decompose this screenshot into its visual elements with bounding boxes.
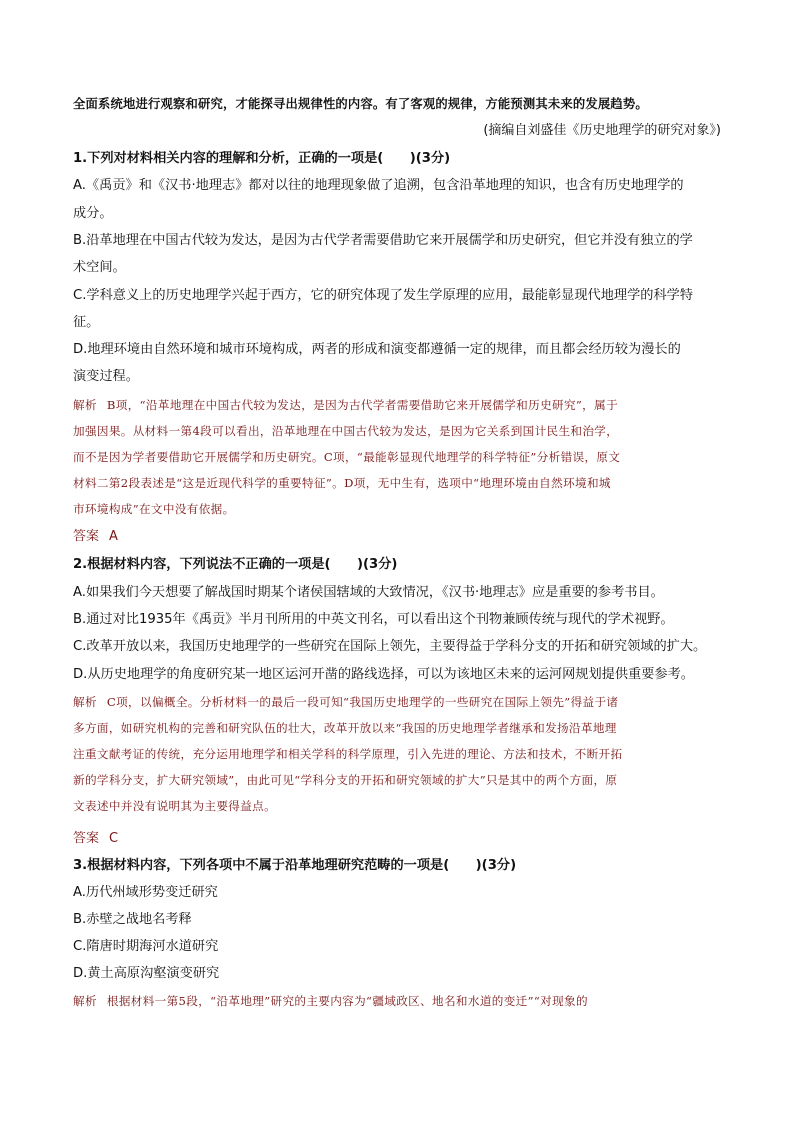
q1-option-c: C.学科意义上的历史地理学兴起于西方，它的研究体现了发生学原理的应用，最能彰显现代地理学的科学特: [73, 288, 694, 303]
q2-answer: [73, 829, 118, 849]
explanation-label: 解析: [73, 994, 97, 1008]
q1-option-b-cont: 术空间。: [73, 260, 126, 275]
q3-option-a: A.历代州域形势变迁研究: [73, 885, 218, 900]
q2-explanation-line: 注重文献考证的传统，充分运用地理学和相关学科的科学原理，引入先进的理论、方法和技术，不断开拓: [73, 747, 623, 761]
explanation-label: 解析: [73, 398, 97, 412]
q2-option-d: D.从历史地理学的角度研究某一地区运河开凿的路线选择，可以为该地区未来的运河网规划提供重要参考。: [73, 667, 694, 682]
q1-explanation-line: 材料二第2段表述是“这是近现代科学的重要特征”。D项，无中生有，选项中“地理环境由自然环境和城: [73, 476, 611, 490]
q1-explanation-line: 加强因果。从材料一第4段可以看出，沿革地理在中国古代较为发达，是因为它关系到国计民生和治学，: [73, 424, 619, 438]
q2-explanation-line: 多方面，如研究机构的完善和研究队伍的壮大，改革开放以来“我国的历史地理学者继承和发扬沿革地理: [73, 721, 617, 735]
q2-explanation-line: 新的学科分支，扩大研究领域”，由此可见“学科分支的开拓和研究领域的扩大”只是其中的两个方面，原: [73, 773, 618, 787]
answer-value: A: [109, 529, 118, 544]
q1-option-b: B.沿革地理在中国古代较为发达，是因为古代学者需要借助它来开展儒学和历史研究，但它并没有独立的学: [73, 233, 693, 248]
q1-option-d-cont: 演变过程。: [73, 369, 139, 384]
q1-explanation-line: 而不是因为学者要借助它开展儒学和历史研究。C项，“最能彰显现代地理学的科学特征”分析错误，原文: [73, 450, 621, 464]
answer-value: C: [109, 831, 119, 846]
explanation-label: 解析: [73, 695, 97, 709]
q3-option-b: B.赤壁之战地名考释: [73, 912, 192, 927]
q3-option-c: C.隋唐时期海河水道研究: [73, 939, 219, 954]
q2-explanation-line: [73, 692, 618, 712]
q1-option-d: D.地理环境由自然环境和城市环境构成，两者的形成和演变都遵循一定的规律，而且都会经历较为漫长的: [73, 342, 681, 357]
question-1-title: 1.下列对材料相关内容的理解和分析，正确的一项是( )(3分): [73, 151, 451, 166]
explanation-text: C项，以偏概全。分析材料一的最后一段可知“我国历史地理学的一些研究在国际上领先”得益于诸: [106, 695, 619, 709]
q1-option-a: A.《禹贡》和《汉书·地理志》都对以往的地理现象做了追溯，包含沿革地理的知识，也含有历史地理学的: [73, 178, 684, 193]
intro-text: 全面系统地进行观察和研究，才能探寻出规律性的内容。有了客观的规律，方能预测其未来的发展趋势。: [73, 96, 648, 111]
question-3-title: 3.根据材料内容，下列各项中不属于沿革地理研究范畴的一项是( )(3分): [73, 858, 517, 873]
answer-label: 答案: [73, 831, 100, 846]
q2-option-a: A.如果我们今天想要了解战国时期某个诸侯国辖域的大致情况，《汉书·地理志》应是重要的参考书目。: [73, 585, 664, 600]
q3-explanation-line: [73, 991, 588, 1011]
question-2-title: 2.根据材料内容，下列说法不正确的一项是( )(3分): [73, 557, 398, 572]
q1-answer: [73, 527, 118, 547]
q1-explanation-line: [73, 395, 618, 415]
answer-label: 答案: [73, 529, 100, 544]
q1-explanation-line: 市环境构成”在文中没有依据。: [73, 502, 235, 516]
explanation-text: 根据材料一第5段，“沿革地理”研究的主要内容为“疆域政区、地名和水道的变迁”“对现象的: [106, 994, 588, 1008]
q1-option-a-cont: 成分。: [73, 206, 113, 221]
q2-explanation-line: 文表述中并没有说明其为主要得益点。: [73, 799, 277, 813]
source-citation: (摘编自刘盛佳《历史地理学的研究对象》): [483, 123, 721, 138]
q2-option-c: C.改革开放以来，我国历史地理学的一些研究在国际上领先，主要得益于学科分支的开拓和研究领域的扩大。: [73, 639, 707, 654]
q1-option-c-cont: 征。: [73, 315, 100, 330]
q3-option-d: D.黄土高原沟壑演变研究: [73, 966, 220, 981]
explanation-text: B项，“沿革地理在中国古代较为发达，是因为古代学者需要借助它来开展儒学和历史研究”，属于: [106, 398, 619, 412]
q2-option-b: B.通过对比1935年《禹贡》半月刊所用的中英文刊名，可以看出这个刊物兼顾传统与现代的学术视野。: [73, 612, 674, 627]
